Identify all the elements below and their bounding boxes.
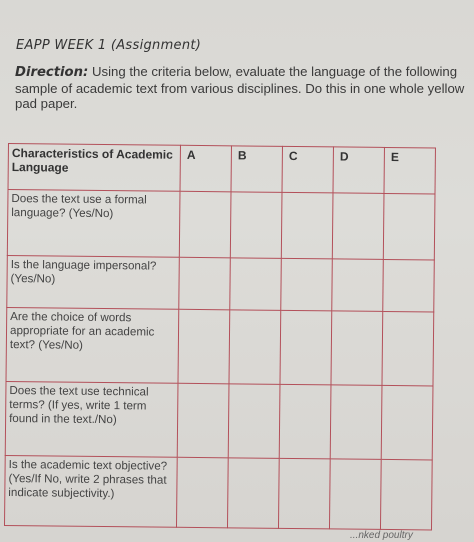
answer-cell (230, 192, 282, 259)
answer-cell (177, 383, 229, 458)
footer-fragment: ...nked poultry (350, 530, 413, 541)
criteria-question: Is the language impersonal? (Yes/No) (7, 255, 180, 309)
answer-cell (330, 385, 382, 460)
answer-cell (332, 193, 384, 260)
answer-cell (227, 458, 279, 529)
answer-cell (281, 258, 333, 311)
direction-text: Using the criteria below, evaluate the language of the following sample of academic text from various disciplines. Do this in one whole yellow pad paper. (15, 64, 465, 111)
answer-cell (279, 384, 331, 459)
column-header-a: A (180, 145, 231, 192)
answer-cell (229, 310, 281, 385)
table-row (4, 455, 432, 529)
answer-cell (383, 259, 435, 312)
criteria-header: Characteristics of Academic Language (8, 144, 180, 192)
worksheet-heading: EAPP WEEK 1 (Assignment) (16, 38, 202, 53)
column-header-b: B (231, 146, 282, 193)
answer-cell (382, 311, 434, 386)
answer-cell (179, 257, 231, 310)
table-row (6, 307, 434, 385)
answer-cell (383, 193, 435, 260)
criteria-question: Does the text use a formal language? (Yes/No) (7, 190, 180, 258)
direction-paragraph (15, 64, 471, 112)
answer-cell (329, 459, 381, 530)
table-row (7, 255, 435, 311)
table-row (5, 381, 433, 459)
column-header-d: D (333, 147, 384, 194)
answer-cell (332, 259, 384, 312)
answer-cell (228, 384, 280, 459)
table-row (7, 190, 435, 260)
column-header-e: E (384, 147, 435, 194)
column-header-c: C (282, 146, 333, 193)
answer-cell (179, 191, 231, 258)
criteria-question: Does the text use technical terms? (If yes, write 1 term found in the text./No) (5, 381, 178, 457)
answer-cell (176, 457, 228, 528)
answer-cell (331, 311, 383, 386)
criteria-question: Are the choice of words appropriate for an academic text? (Yes/No) (6, 307, 179, 383)
answer-cell (230, 258, 282, 311)
criteria-question: Is the academic text objective? (Yes/If No, write 2 phrases that indicate subjectivity.) (4, 455, 177, 527)
answer-cell (281, 192, 333, 259)
direction-label: Direction: (15, 65, 89, 80)
answer-cell (178, 309, 230, 384)
answer-cell (280, 310, 332, 385)
criteria-table (4, 143, 436, 530)
answer-cell (278, 458, 330, 529)
answer-cell (381, 385, 433, 460)
table-header-row (8, 144, 435, 194)
answer-cell (380, 459, 432, 530)
